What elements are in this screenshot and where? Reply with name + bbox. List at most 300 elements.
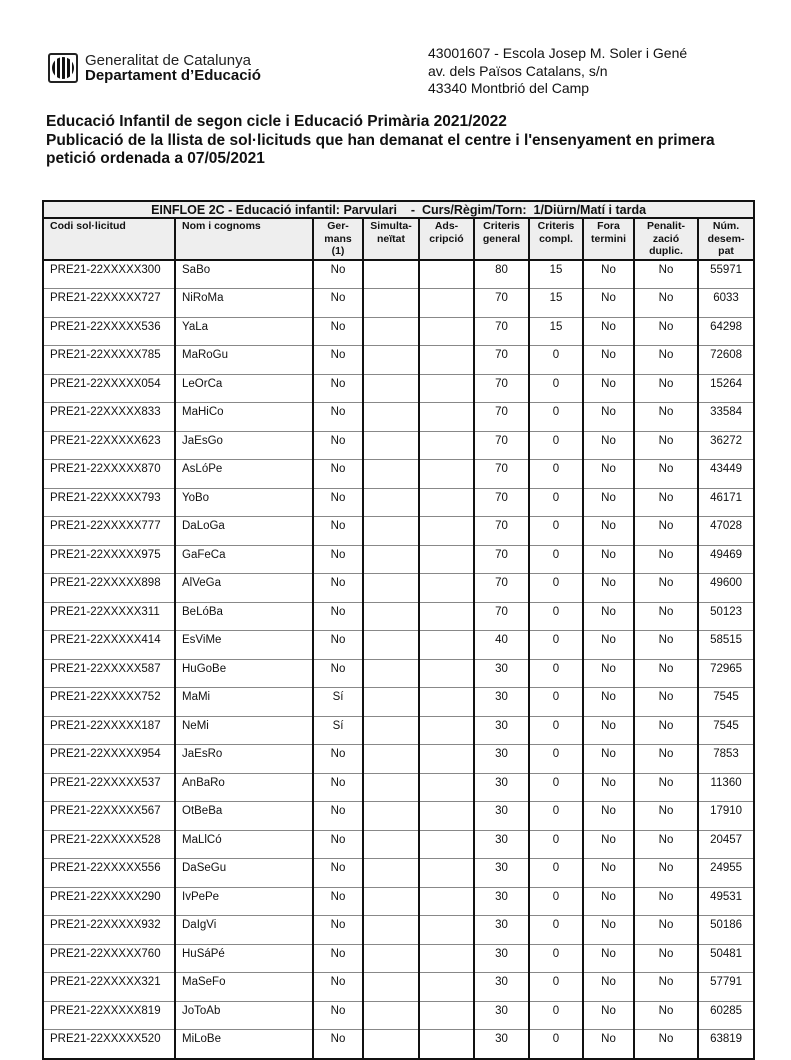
school-line3: 43340 Montbrió del Camp bbox=[428, 80, 590, 96]
table-row bbox=[43, 716, 754, 745]
cell-fora-termini: No bbox=[583, 773, 634, 802]
cell-germans: No bbox=[313, 916, 363, 945]
cell-criteris-general: 70 bbox=[474, 289, 529, 318]
cell-germans: No bbox=[313, 317, 363, 346]
cell-simultaneitat bbox=[363, 802, 419, 831]
cell-penalitzacio: No bbox=[634, 745, 698, 774]
cell-nom: JoToAb bbox=[175, 1001, 313, 1030]
cell-criteris-compl: 0 bbox=[529, 659, 583, 688]
cell-criteris-compl: 0 bbox=[529, 887, 583, 916]
cell-fora-termini: No bbox=[583, 289, 634, 318]
cell-nom: MaMi bbox=[175, 688, 313, 717]
cell-codi: PRE21-22XXXXX321 bbox=[43, 973, 175, 1002]
cell-penalitzacio: No bbox=[634, 859, 698, 888]
cell-nom: EsViMe bbox=[175, 631, 313, 660]
cell-criteris-general: 30 bbox=[474, 745, 529, 774]
cell-desempat: 50123 bbox=[698, 602, 754, 631]
cell-germans: No bbox=[313, 374, 363, 403]
school-line2: av. dels Països Catalans, s/n bbox=[428, 62, 608, 79]
table-row bbox=[43, 802, 754, 831]
cell-penalitzacio: No bbox=[634, 289, 698, 318]
cell-criteris-compl: 0 bbox=[529, 431, 583, 460]
col-header-penalitzacio: Penalit- zació duplic. bbox=[634, 218, 698, 260]
cell-simultaneitat bbox=[363, 773, 419, 802]
table-row bbox=[43, 1001, 754, 1030]
cell-simultaneitat bbox=[363, 887, 419, 916]
cell-simultaneitat bbox=[363, 488, 419, 517]
cell-codi: PRE21-22XXXXX537 bbox=[43, 773, 175, 802]
school-line1: 43001607 - Escola Josep M. Soler i Gené bbox=[428, 45, 688, 61]
cell-nom: NeMi bbox=[175, 716, 313, 745]
cell-penalitzacio: No bbox=[634, 431, 698, 460]
title-line2: Publicació de la llista de sol·licituds que han demanat el centre i l'ensenyament en primera bbox=[46, 131, 715, 149]
cell-simultaneitat bbox=[363, 745, 419, 774]
cell-simultaneitat bbox=[363, 374, 419, 403]
cell-criteris-compl: 0 bbox=[529, 1030, 583, 1059]
cell-codi: PRE21-22XXXXX793 bbox=[43, 488, 175, 517]
org-logo bbox=[48, 53, 261, 83]
cell-desempat: 58515 bbox=[698, 631, 754, 660]
cell-desempat: 11360 bbox=[698, 773, 754, 802]
cell-adscripcio bbox=[419, 574, 474, 603]
cell-fora-termini: No bbox=[583, 659, 634, 688]
cell-simultaneitat bbox=[363, 1030, 419, 1059]
cell-desempat: 49469 bbox=[698, 545, 754, 574]
cell-simultaneitat bbox=[363, 346, 419, 375]
cell-adscripcio bbox=[419, 859, 474, 888]
cell-germans: No bbox=[313, 745, 363, 774]
cell-penalitzacio: No bbox=[634, 545, 698, 574]
cell-adscripcio bbox=[419, 1001, 474, 1030]
cell-germans: No bbox=[313, 773, 363, 802]
cell-simultaneitat bbox=[363, 460, 419, 489]
cell-desempat: 47028 bbox=[698, 517, 754, 546]
cell-nom: DaSeGu bbox=[175, 859, 313, 888]
cell-fora-termini: No bbox=[583, 631, 634, 660]
table-row bbox=[43, 260, 754, 289]
cell-simultaneitat bbox=[363, 830, 419, 859]
cell-adscripcio bbox=[419, 830, 474, 859]
col-header-adscripcio: Ads- cripció bbox=[419, 218, 474, 260]
generalitat-logo-icon bbox=[48, 53, 78, 83]
cell-fora-termini: No bbox=[583, 602, 634, 631]
cell-germans: Sí bbox=[313, 688, 363, 717]
cell-criteris-general: 30 bbox=[474, 659, 529, 688]
cell-penalitzacio: No bbox=[634, 574, 698, 603]
table-row bbox=[43, 830, 754, 859]
cell-criteris-compl: 0 bbox=[529, 688, 583, 717]
cell-germans: No bbox=[313, 574, 363, 603]
cell-penalitzacio: No bbox=[634, 317, 698, 346]
cell-criteris-general: 70 bbox=[474, 602, 529, 631]
cell-fora-termini: No bbox=[583, 1030, 634, 1059]
cell-germans: No bbox=[313, 460, 363, 489]
document-title bbox=[46, 113, 766, 169]
cell-germans: No bbox=[313, 260, 363, 289]
cell-penalitzacio: No bbox=[634, 631, 698, 660]
cell-simultaneitat bbox=[363, 1001, 419, 1030]
cell-germans: No bbox=[313, 802, 363, 831]
cell-adscripcio bbox=[419, 346, 474, 375]
cell-criteris-compl: 0 bbox=[529, 802, 583, 831]
col-header-codi: Codi sol·licitud bbox=[43, 218, 175, 260]
cell-nom: MiLoBe bbox=[175, 1030, 313, 1059]
cell-criteris-compl: 0 bbox=[529, 745, 583, 774]
cell-nom: OtBeBa bbox=[175, 802, 313, 831]
table-row bbox=[43, 916, 754, 945]
cell-nom: YaLa bbox=[175, 317, 313, 346]
cell-adscripcio bbox=[419, 1030, 474, 1059]
cell-codi: PRE21-22XXXXX819 bbox=[43, 1001, 175, 1030]
cell-penalitzacio: No bbox=[634, 773, 698, 802]
cell-simultaneitat bbox=[363, 631, 419, 660]
table-row bbox=[43, 944, 754, 973]
table-body bbox=[43, 260, 754, 1059]
cell-fora-termini: No bbox=[583, 403, 634, 432]
cell-criteris-compl: 0 bbox=[529, 403, 583, 432]
cell-codi: PRE21-22XXXXX290 bbox=[43, 887, 175, 916]
cell-criteris-compl: 0 bbox=[529, 545, 583, 574]
cell-nom: BeLóBa bbox=[175, 602, 313, 631]
cell-desempat: 64298 bbox=[698, 317, 754, 346]
cell-criteris-general: 70 bbox=[474, 431, 529, 460]
cell-nom: MaRoGu bbox=[175, 346, 313, 375]
cell-criteris-compl: 0 bbox=[529, 944, 583, 973]
table-row bbox=[43, 773, 754, 802]
table-row bbox=[43, 631, 754, 660]
cell-criteris-compl: 0 bbox=[529, 574, 583, 603]
cell-criteris-compl: 0 bbox=[529, 374, 583, 403]
cell-desempat: 6033 bbox=[698, 289, 754, 318]
cell-criteris-compl: 0 bbox=[529, 460, 583, 489]
table-row bbox=[43, 346, 754, 375]
cell-criteris-compl: 0 bbox=[529, 346, 583, 375]
cell-penalitzacio: No bbox=[634, 688, 698, 717]
cell-codi: PRE21-22XXXXX528 bbox=[43, 830, 175, 859]
cell-codi: PRE21-22XXXXX898 bbox=[43, 574, 175, 603]
cell-penalitzacio: No bbox=[634, 403, 698, 432]
cell-adscripcio bbox=[419, 688, 474, 717]
cell-criteris-general: 70 bbox=[474, 403, 529, 432]
cell-fora-termini: No bbox=[583, 830, 634, 859]
section-title: EINFLOE 2C - Educació infantil: Parvulari - Curs/Règim/Torn: 1/Diürn/Matí i tarda bbox=[43, 201, 754, 218]
col-header-germans: Ger- mans (1) bbox=[313, 218, 363, 260]
table-row bbox=[43, 859, 754, 888]
cell-adscripcio bbox=[419, 745, 474, 774]
cell-nom: LeOrCa bbox=[175, 374, 313, 403]
cell-criteris-general: 80 bbox=[474, 260, 529, 289]
cell-criteris-general: 30 bbox=[474, 802, 529, 831]
cell-adscripcio bbox=[419, 431, 474, 460]
cell-nom: DaLoGa bbox=[175, 517, 313, 546]
cell-simultaneitat bbox=[363, 973, 419, 1002]
school-info bbox=[428, 45, 687, 98]
table-row bbox=[43, 289, 754, 318]
cell-codi: PRE21-22XXXXX311 bbox=[43, 602, 175, 631]
cell-criteris-general: 30 bbox=[474, 916, 529, 945]
cell-adscripcio bbox=[419, 517, 474, 546]
cell-germans: No bbox=[313, 488, 363, 517]
cell-desempat: 15264 bbox=[698, 374, 754, 403]
title-line1: Educació Infantil de segon cicle i Educació Primària 2021/2022 bbox=[46, 113, 507, 130]
cell-germans: No bbox=[313, 346, 363, 375]
cell-codi: PRE21-22XXXXX587 bbox=[43, 659, 175, 688]
cell-nom: AnBaRo bbox=[175, 773, 313, 802]
cell-codi: PRE21-22XXXXX623 bbox=[43, 431, 175, 460]
cell-criteris-general: 70 bbox=[474, 317, 529, 346]
cell-germans: No bbox=[313, 973, 363, 1002]
cell-criteris-general: 30 bbox=[474, 1001, 529, 1030]
cell-desempat: 7545 bbox=[698, 716, 754, 745]
cell-adscripcio bbox=[419, 460, 474, 489]
cell-simultaneitat bbox=[363, 517, 419, 546]
cell-desempat: 46171 bbox=[698, 488, 754, 517]
cell-adscripcio bbox=[419, 716, 474, 745]
cell-criteris-compl: 0 bbox=[529, 830, 583, 859]
cell-fora-termini: No bbox=[583, 574, 634, 603]
cell-penalitzacio: No bbox=[634, 1001, 698, 1030]
cell-germans: No bbox=[313, 602, 363, 631]
table-row bbox=[43, 517, 754, 546]
cell-criteris-general: 30 bbox=[474, 973, 529, 1002]
cell-fora-termini: No bbox=[583, 802, 634, 831]
cell-nom: SaBo bbox=[175, 260, 313, 289]
cell-penalitzacio: No bbox=[634, 374, 698, 403]
cell-fora-termini: No bbox=[583, 859, 634, 888]
table-row bbox=[43, 431, 754, 460]
cell-adscripcio bbox=[419, 944, 474, 973]
cell-codi: PRE21-22XXXXX300 bbox=[43, 260, 175, 289]
cell-germans: No bbox=[313, 517, 363, 546]
cell-desempat: 20457 bbox=[698, 830, 754, 859]
cell-codi: PRE21-22XXXXX833 bbox=[43, 403, 175, 432]
table-row bbox=[43, 602, 754, 631]
cell-desempat: 33584 bbox=[698, 403, 754, 432]
table-row bbox=[43, 1030, 754, 1059]
cell-germans: No bbox=[313, 859, 363, 888]
cell-simultaneitat bbox=[363, 659, 419, 688]
cell-criteris-compl: 0 bbox=[529, 517, 583, 546]
cell-fora-termini: No bbox=[583, 716, 634, 745]
cell-simultaneitat bbox=[363, 602, 419, 631]
cell-codi: PRE21-22XXXXX954 bbox=[43, 745, 175, 774]
cell-penalitzacio: No bbox=[634, 830, 698, 859]
cell-fora-termini: No bbox=[583, 1001, 634, 1030]
cell-codi: PRE21-22XXXXX932 bbox=[43, 916, 175, 945]
table-row bbox=[43, 659, 754, 688]
cell-penalitzacio: No bbox=[634, 602, 698, 631]
cell-nom: IvPePe bbox=[175, 887, 313, 916]
cell-nom: MaLlCó bbox=[175, 830, 313, 859]
cell-adscripcio bbox=[419, 659, 474, 688]
cell-criteris-compl: 15 bbox=[529, 317, 583, 346]
cell-criteris-general: 40 bbox=[474, 631, 529, 660]
cell-criteris-general: 70 bbox=[474, 488, 529, 517]
cell-criteris-compl: 15 bbox=[529, 260, 583, 289]
cell-criteris-general: 30 bbox=[474, 944, 529, 973]
cell-penalitzacio: No bbox=[634, 887, 698, 916]
cell-adscripcio bbox=[419, 916, 474, 945]
cell-penalitzacio: No bbox=[634, 260, 698, 289]
cell-germans: No bbox=[313, 659, 363, 688]
cell-desempat: 60285 bbox=[698, 1001, 754, 1030]
cell-adscripcio bbox=[419, 802, 474, 831]
table-row bbox=[43, 574, 754, 603]
cell-adscripcio bbox=[419, 289, 474, 318]
cell-criteris-general: 70 bbox=[474, 374, 529, 403]
cell-germans: No bbox=[313, 887, 363, 916]
cell-adscripcio bbox=[419, 545, 474, 574]
cell-criteris-general: 70 bbox=[474, 545, 529, 574]
applications-table-wrapper bbox=[42, 200, 753, 1060]
cell-fora-termini: No bbox=[583, 916, 634, 945]
cell-germans: No bbox=[313, 1001, 363, 1030]
cell-desempat: 49531 bbox=[698, 887, 754, 916]
col-header-criteris-compl: Criteris compl. bbox=[529, 218, 583, 260]
cell-codi: PRE21-22XXXXX752 bbox=[43, 688, 175, 717]
cell-desempat: 36272 bbox=[698, 431, 754, 460]
cell-fora-termini: No bbox=[583, 973, 634, 1002]
cell-simultaneitat bbox=[363, 859, 419, 888]
cell-penalitzacio: No bbox=[634, 944, 698, 973]
cell-simultaneitat bbox=[363, 431, 419, 460]
table-row bbox=[43, 545, 754, 574]
cell-penalitzacio: No bbox=[634, 973, 698, 1002]
cell-nom: GaFeCa bbox=[175, 545, 313, 574]
table-row bbox=[43, 887, 754, 916]
cell-criteris-compl: 0 bbox=[529, 916, 583, 945]
cell-codi: PRE21-22XXXXX727 bbox=[43, 289, 175, 318]
cell-penalitzacio: No bbox=[634, 802, 698, 831]
cell-desempat: 7545 bbox=[698, 688, 754, 717]
cell-desempat: 50186 bbox=[698, 916, 754, 945]
cell-criteris-general: 70 bbox=[474, 517, 529, 546]
cell-desempat: 7853 bbox=[698, 745, 754, 774]
cell-adscripcio bbox=[419, 773, 474, 802]
cell-nom: HuGoBe bbox=[175, 659, 313, 688]
cell-codi: PRE21-22XXXXX054 bbox=[43, 374, 175, 403]
cell-criteris-compl: 0 bbox=[529, 973, 583, 1002]
cell-adscripcio bbox=[419, 260, 474, 289]
cell-adscripcio bbox=[419, 887, 474, 916]
cell-simultaneitat bbox=[363, 574, 419, 603]
cell-desempat: 24955 bbox=[698, 859, 754, 888]
cell-fora-termini: No bbox=[583, 374, 634, 403]
cell-criteris-general: 70 bbox=[474, 460, 529, 489]
table-row bbox=[43, 688, 754, 717]
cell-codi: PRE21-22XXXXX520 bbox=[43, 1030, 175, 1059]
table-row bbox=[43, 488, 754, 517]
cell-criteris-general: 30 bbox=[474, 716, 529, 745]
cell-simultaneitat bbox=[363, 688, 419, 717]
cell-criteris-general: 30 bbox=[474, 887, 529, 916]
cell-adscripcio bbox=[419, 374, 474, 403]
cell-criteris-compl: 0 bbox=[529, 602, 583, 631]
cell-nom: MaSeFo bbox=[175, 973, 313, 1002]
cell-penalitzacio: No bbox=[634, 916, 698, 945]
col-header-criteris-general: Criteris general bbox=[474, 218, 529, 260]
title-line3: petició ordenada a 07/05/2021 bbox=[46, 150, 265, 167]
cell-desempat: 63819 bbox=[698, 1030, 754, 1059]
cell-adscripcio bbox=[419, 403, 474, 432]
cell-desempat: 55971 bbox=[698, 260, 754, 289]
cell-fora-termini: No bbox=[583, 460, 634, 489]
cell-codi: PRE21-22XXXXX777 bbox=[43, 517, 175, 546]
org-line1: Generalitat de Catalunya bbox=[85, 52, 251, 69]
cell-penalitzacio: No bbox=[634, 460, 698, 489]
cell-criteris-compl: 15 bbox=[529, 289, 583, 318]
cell-fora-termini: No bbox=[583, 545, 634, 574]
cell-germans: No bbox=[313, 944, 363, 973]
cell-criteris-general: 30 bbox=[474, 773, 529, 802]
cell-criteris-compl: 0 bbox=[529, 859, 583, 888]
cell-simultaneitat bbox=[363, 289, 419, 318]
col-header-desempat: Núm. desem- pat bbox=[698, 218, 754, 260]
cell-criteris-general: 30 bbox=[474, 859, 529, 888]
col-header-nom: Nom i cognoms bbox=[175, 218, 313, 260]
cell-criteris-general: 70 bbox=[474, 574, 529, 603]
cell-criteris-compl: 0 bbox=[529, 716, 583, 745]
cell-fora-termini: No bbox=[583, 944, 634, 973]
cell-codi: PRE21-22XXXXX567 bbox=[43, 802, 175, 831]
cell-codi: PRE21-22XXXXX760 bbox=[43, 944, 175, 973]
cell-desempat: 72965 bbox=[698, 659, 754, 688]
cell-penalitzacio: No bbox=[634, 659, 698, 688]
cell-criteris-compl: 0 bbox=[529, 1001, 583, 1030]
cell-adscripcio bbox=[419, 488, 474, 517]
cell-desempat: 17910 bbox=[698, 802, 754, 831]
col-header-simultaneitat: Simulta- neïtat bbox=[363, 218, 419, 260]
cell-fora-termini: No bbox=[583, 688, 634, 717]
cell-codi: PRE21-22XXXXX536 bbox=[43, 317, 175, 346]
cell-nom: AsLóPe bbox=[175, 460, 313, 489]
cell-germans: No bbox=[313, 545, 363, 574]
cell-fora-termini: No bbox=[583, 887, 634, 916]
cell-penalitzacio: No bbox=[634, 488, 698, 517]
cell-germans: No bbox=[313, 431, 363, 460]
cell-germans: Sí bbox=[313, 716, 363, 745]
cell-codi: PRE21-22XXXXX785 bbox=[43, 346, 175, 375]
org-name bbox=[85, 53, 261, 83]
cell-nom: MaHiCo bbox=[175, 403, 313, 432]
cell-adscripcio bbox=[419, 602, 474, 631]
cell-penalitzacio: No bbox=[634, 346, 698, 375]
cell-desempat: 57791 bbox=[698, 973, 754, 1002]
cell-desempat: 49600 bbox=[698, 574, 754, 603]
cell-germans: No bbox=[313, 631, 363, 660]
cell-codi: PRE21-22XXXXX556 bbox=[43, 859, 175, 888]
cell-fora-termini: No bbox=[583, 260, 634, 289]
cell-nom: YoBo bbox=[175, 488, 313, 517]
cell-penalitzacio: No bbox=[634, 1030, 698, 1059]
cell-germans: No bbox=[313, 1030, 363, 1059]
cell-nom: JaEsRo bbox=[175, 745, 313, 774]
column-headers bbox=[43, 218, 754, 260]
cell-fora-termini: No bbox=[583, 317, 634, 346]
cell-nom: NiRoMa bbox=[175, 289, 313, 318]
cell-simultaneitat bbox=[363, 317, 419, 346]
applications-table bbox=[42, 200, 755, 1060]
cell-desempat: 50481 bbox=[698, 944, 754, 973]
table-row bbox=[43, 317, 754, 346]
cell-fora-termini: No bbox=[583, 346, 634, 375]
cell-simultaneitat bbox=[363, 403, 419, 432]
cell-penalitzacio: No bbox=[634, 517, 698, 546]
table-row bbox=[43, 460, 754, 489]
cell-nom: HuSáPé bbox=[175, 944, 313, 973]
cell-germans: No bbox=[313, 289, 363, 318]
col-header-fora-termini: Fora termini bbox=[583, 218, 634, 260]
